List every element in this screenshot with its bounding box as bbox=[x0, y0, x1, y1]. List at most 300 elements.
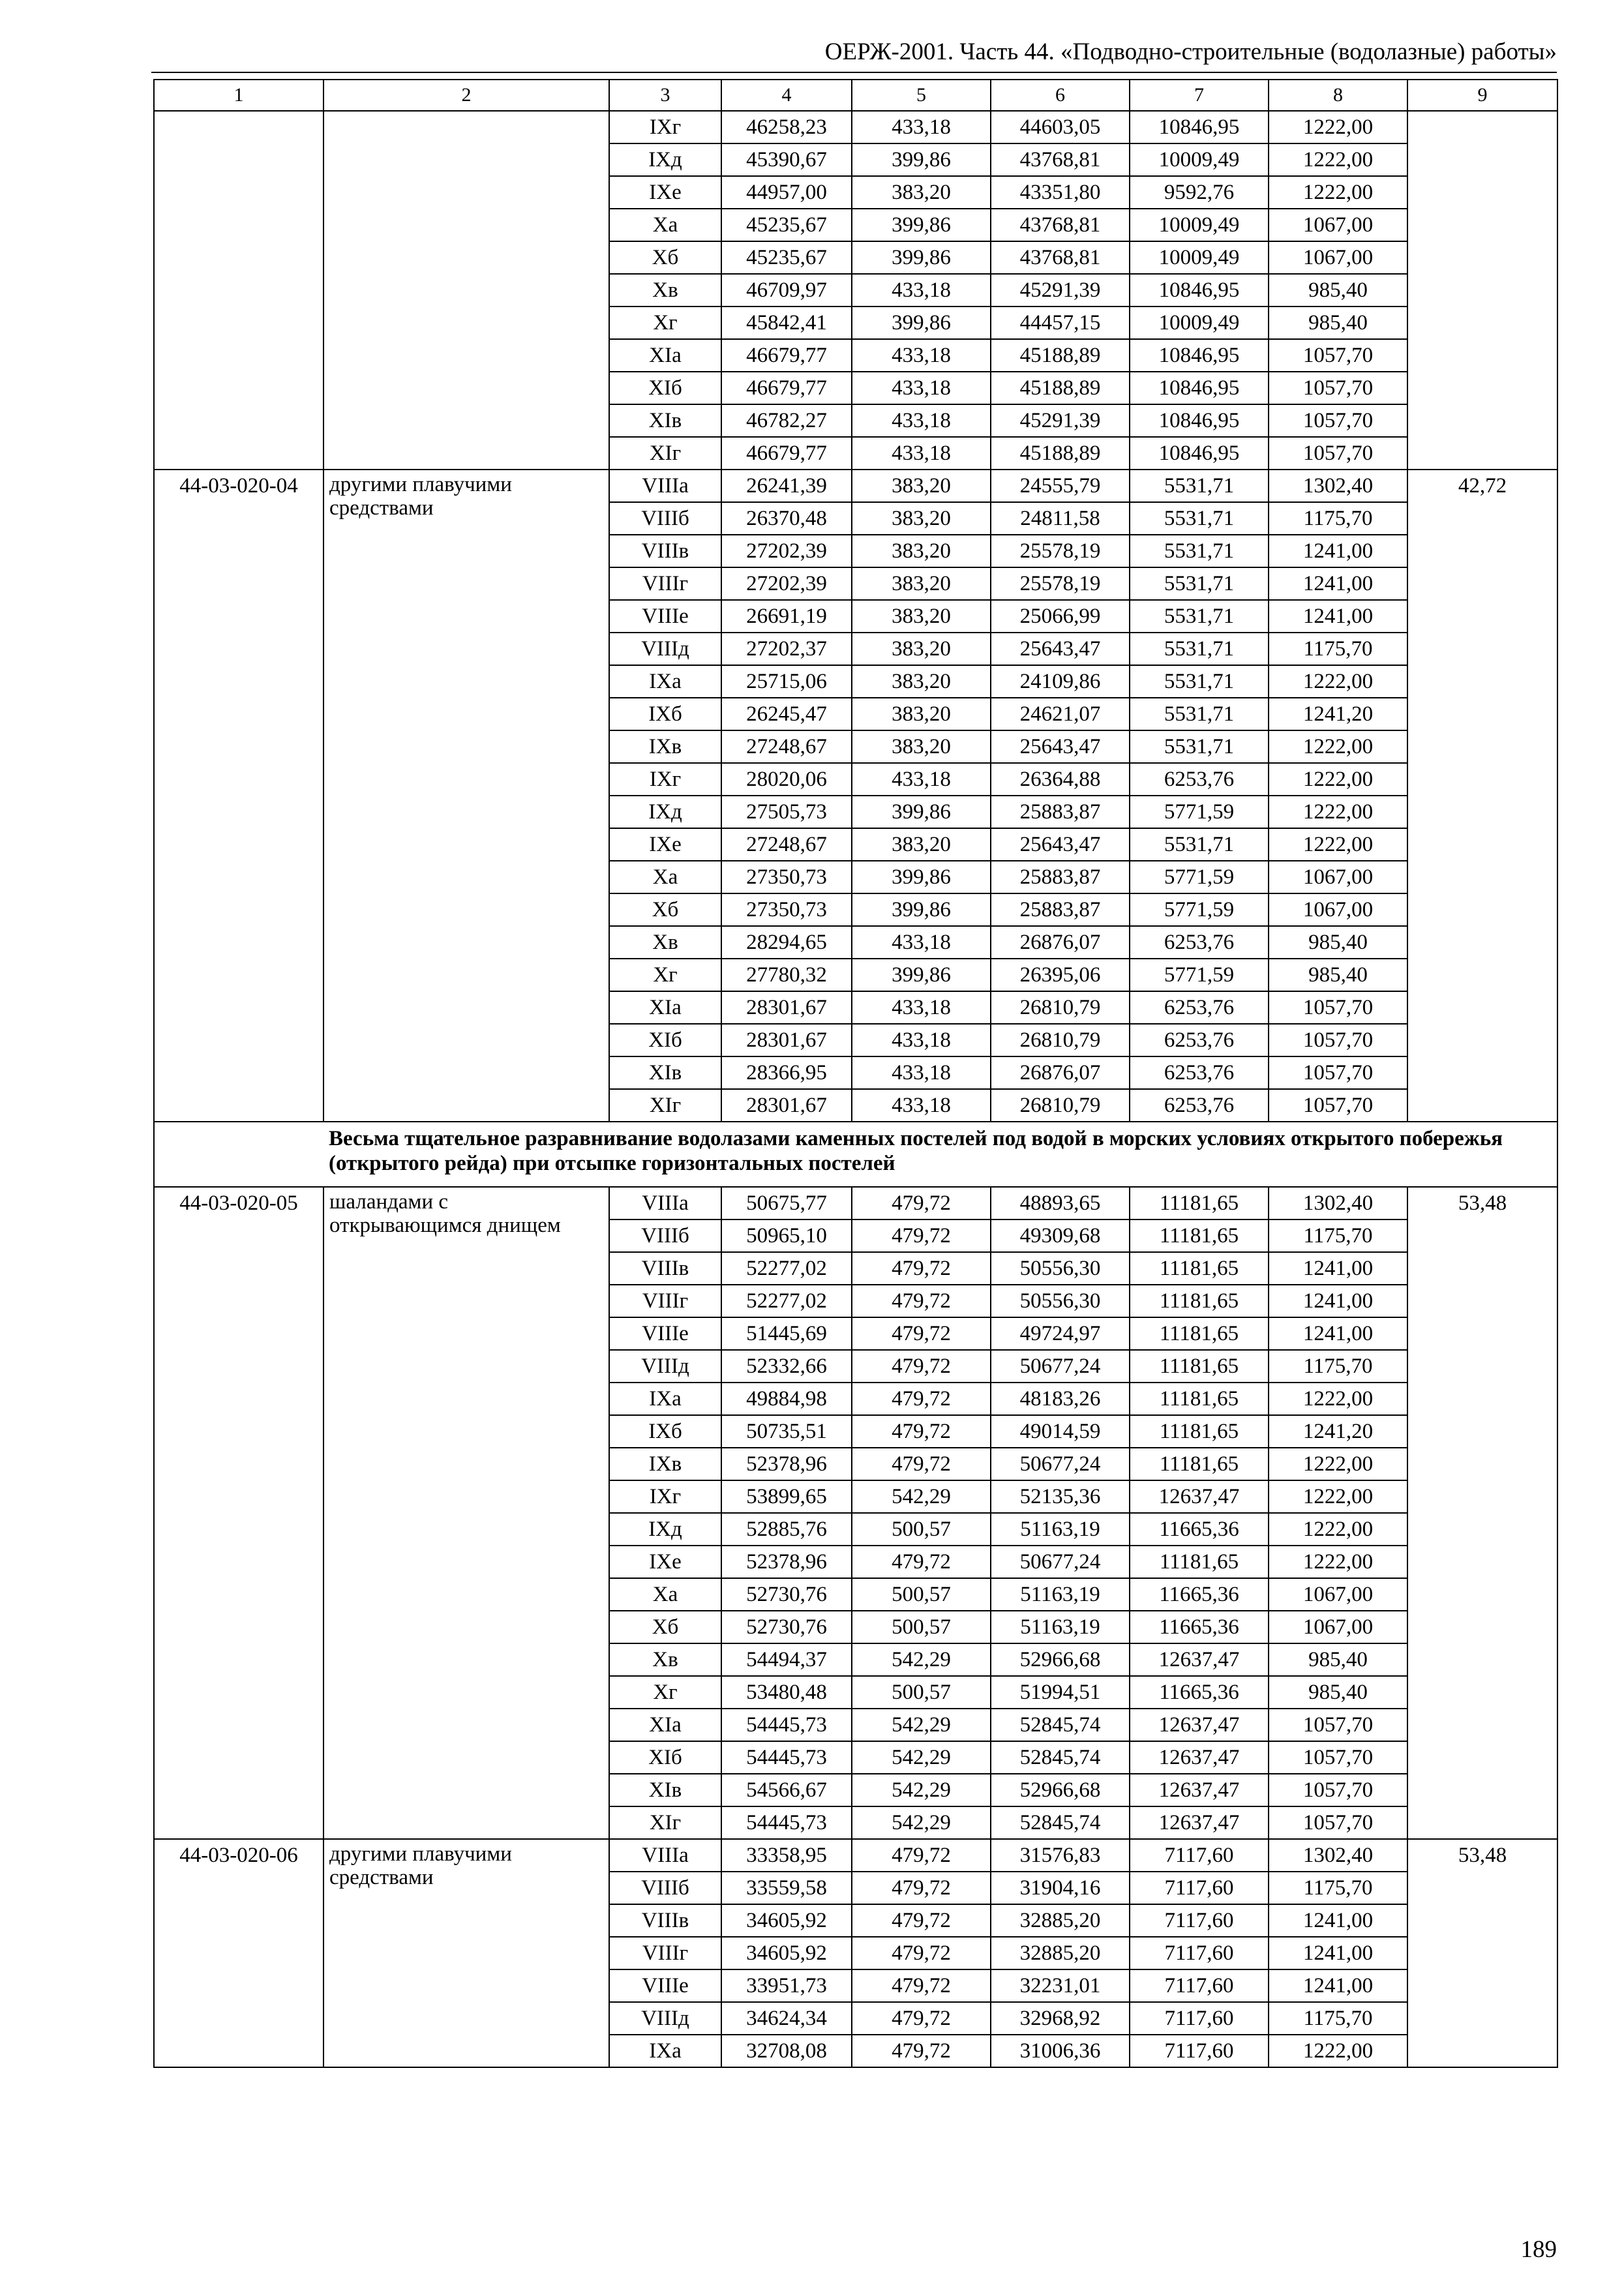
value-cell-col5: 479,72 bbox=[852, 1839, 991, 1872]
column-header-6: 6 bbox=[991, 80, 1130, 111]
value-cell-col7: 10846,95 bbox=[1130, 274, 1269, 307]
category-cell: VIIIд bbox=[609, 633, 721, 665]
value-cell-col8: 1222,00 bbox=[1269, 1480, 1407, 1513]
value-cell-col8: 1222,00 bbox=[1269, 2035, 1407, 2067]
value-cell-col5: 479,72 bbox=[852, 1187, 991, 1219]
category-cell: Xг bbox=[609, 307, 721, 339]
value-cell-col5: 399,86 bbox=[852, 861, 991, 893]
value-cell-col4: 27202,39 bbox=[721, 567, 852, 600]
category-cell: XIб bbox=[609, 1741, 721, 1774]
value-cell-col7: 5531,71 bbox=[1130, 567, 1269, 600]
value-cell-col8: 985,40 bbox=[1269, 926, 1407, 959]
value-cell-col5: 383,20 bbox=[852, 828, 991, 861]
value-cell-col4: 46679,77 bbox=[721, 372, 852, 404]
value-cell-col4: 33559,58 bbox=[721, 1872, 852, 1904]
column-header-3: 3 bbox=[609, 80, 721, 111]
value-cell-col5: 500,57 bbox=[852, 1611, 991, 1643]
table-body bbox=[154, 80, 1557, 2067]
value-cell-col5: 500,57 bbox=[852, 1513, 991, 1546]
value-cell-col8: 1241,00 bbox=[1269, 1317, 1407, 1350]
rate-code: 44-03-020-05 bbox=[154, 1187, 323, 1839]
value-cell-col7: 10846,95 bbox=[1130, 111, 1269, 143]
value-cell-col8: 1175,70 bbox=[1269, 1350, 1407, 1383]
value-cell-col7: 12637,47 bbox=[1130, 1709, 1269, 1741]
value-cell-col5: 542,29 bbox=[852, 1643, 991, 1676]
value-cell-col4: 54494,37 bbox=[721, 1643, 852, 1676]
value-cell-col7: 10846,95 bbox=[1130, 372, 1269, 404]
value-cell-col4: 27248,67 bbox=[721, 828, 852, 861]
value-cell-col8: 1302,40 bbox=[1269, 1839, 1407, 1872]
value-cell-col4: 53480,48 bbox=[721, 1676, 852, 1709]
value-cell-col4: 27202,37 bbox=[721, 633, 852, 665]
col9-value bbox=[1407, 111, 1557, 470]
value-cell-col7: 12637,47 bbox=[1130, 1643, 1269, 1676]
value-cell-col4: 45235,67 bbox=[721, 241, 852, 274]
value-cell-col6: 43768,81 bbox=[991, 143, 1130, 176]
value-cell-col5: 542,29 bbox=[852, 1741, 991, 1774]
value-cell-col8: 1222,00 bbox=[1269, 111, 1407, 143]
value-cell-col7: 11181,65 bbox=[1130, 1448, 1269, 1480]
value-cell-col4: 26370,48 bbox=[721, 502, 852, 535]
category-cell: IXб bbox=[609, 1415, 721, 1448]
value-cell-col4: 52378,96 bbox=[721, 1546, 852, 1578]
value-cell-col7: 12637,47 bbox=[1130, 1774, 1269, 1806]
value-cell-col6: 26364,88 bbox=[991, 763, 1130, 796]
value-cell-col8: 1241,20 bbox=[1269, 698, 1407, 730]
value-cell-col7: 11665,36 bbox=[1130, 1578, 1269, 1611]
page-number: 189 bbox=[1520, 2236, 1557, 2263]
category-cell: XIв bbox=[609, 404, 721, 437]
value-cell-col6: 24811,58 bbox=[991, 502, 1130, 535]
value-cell-col4: 49884,98 bbox=[721, 1383, 852, 1415]
col9-value: 42,72 bbox=[1407, 470, 1557, 1122]
column-header-7: 7 bbox=[1130, 80, 1269, 111]
column-header-2: 2 bbox=[323, 80, 609, 111]
value-cell-col8: 1241,00 bbox=[1269, 1969, 1407, 2002]
category-cell: VIIIв bbox=[609, 1252, 721, 1285]
value-cell-col4: 27350,73 bbox=[721, 893, 852, 926]
category-cell: VIIIд bbox=[609, 1350, 721, 1383]
value-cell-col8: 1222,00 bbox=[1269, 796, 1407, 828]
rate-name: шаландами с открывающимся днищем bbox=[323, 1187, 609, 1839]
category-cell: IXа bbox=[609, 2035, 721, 2067]
value-cell-col7: 5771,59 bbox=[1130, 893, 1269, 926]
category-cell: VIIIа bbox=[609, 1187, 721, 1219]
value-cell-col7: 5531,71 bbox=[1130, 730, 1269, 763]
value-cell-col5: 479,72 bbox=[852, 1415, 991, 1448]
value-cell-col4: 45842,41 bbox=[721, 307, 852, 339]
value-cell-col4: 26691,19 bbox=[721, 600, 852, 633]
value-cell-col5: 433,18 bbox=[852, 763, 991, 796]
value-cell-col8: 1067,00 bbox=[1269, 1611, 1407, 1643]
value-cell-col6: 50556,30 bbox=[991, 1252, 1130, 1285]
category-cell: Xа bbox=[609, 1578, 721, 1611]
value-cell-col5: 479,72 bbox=[852, 1904, 991, 1937]
category-cell: Xа bbox=[609, 861, 721, 893]
value-cell-col7: 10009,49 bbox=[1130, 307, 1269, 339]
value-cell-col8: 1222,00 bbox=[1269, 176, 1407, 209]
value-cell-col8: 1057,70 bbox=[1269, 1709, 1407, 1741]
value-cell-col4: 45390,67 bbox=[721, 143, 852, 176]
category-cell: IXе bbox=[609, 176, 721, 209]
value-cell-col6: 45188,89 bbox=[991, 339, 1130, 372]
value-cell-col5: 433,18 bbox=[852, 437, 991, 470]
value-cell-col7: 10846,95 bbox=[1130, 339, 1269, 372]
value-cell-col6: 45188,89 bbox=[991, 437, 1130, 470]
value-cell-col5: 479,72 bbox=[852, 1546, 991, 1578]
value-cell-col5: 479,72 bbox=[852, 1252, 991, 1285]
category-cell: XIа bbox=[609, 339, 721, 372]
value-cell-col6: 25578,19 bbox=[991, 535, 1130, 567]
value-cell-col7: 6253,76 bbox=[1130, 763, 1269, 796]
value-cell-col5: 479,72 bbox=[852, 2035, 991, 2067]
column-number-row bbox=[154, 80, 1557, 111]
value-cell-col6: 26395,06 bbox=[991, 959, 1130, 991]
rates-table bbox=[153, 79, 1558, 2068]
value-cell-col7: 5531,71 bbox=[1130, 600, 1269, 633]
value-cell-col8: 1057,70 bbox=[1269, 991, 1407, 1024]
category-cell: VIIIб bbox=[609, 1872, 721, 1904]
value-cell-col5: 399,86 bbox=[852, 241, 991, 274]
value-cell-col8: 1057,70 bbox=[1269, 1024, 1407, 1056]
category-cell: XIа bbox=[609, 991, 721, 1024]
category-cell: VIIIа bbox=[609, 1839, 721, 1872]
category-cell: VIIIд bbox=[609, 2002, 721, 2035]
value-cell-col5: 479,72 bbox=[852, 1383, 991, 1415]
category-cell: Xг bbox=[609, 959, 721, 991]
table-row bbox=[154, 470, 1557, 502]
value-cell-col8: 1222,00 bbox=[1269, 1513, 1407, 1546]
value-cell-col8: 985,40 bbox=[1269, 307, 1407, 339]
value-cell-col8: 1057,70 bbox=[1269, 1774, 1407, 1806]
value-cell-col8: 1057,70 bbox=[1269, 339, 1407, 372]
category-cell: Xв bbox=[609, 1643, 721, 1676]
value-cell-col5: 383,20 bbox=[852, 633, 991, 665]
value-cell-col4: 33358,95 bbox=[721, 1839, 852, 1872]
value-cell-col4: 28366,95 bbox=[721, 1056, 852, 1089]
value-cell-col6: 50677,24 bbox=[991, 1448, 1130, 1480]
value-cell-col7: 11181,65 bbox=[1130, 1546, 1269, 1578]
value-cell-col4: 53899,65 bbox=[721, 1480, 852, 1513]
value-cell-col7: 10009,49 bbox=[1130, 241, 1269, 274]
value-cell-col4: 26245,47 bbox=[721, 698, 852, 730]
category-cell: XIг bbox=[609, 1089, 721, 1122]
column-header-4: 4 bbox=[721, 80, 852, 111]
value-cell-col6: 49014,59 bbox=[991, 1415, 1130, 1448]
value-cell-col5: 383,20 bbox=[852, 665, 991, 698]
category-cell: VIIIв bbox=[609, 1904, 721, 1937]
value-cell-col5: 433,18 bbox=[852, 404, 991, 437]
header-rule bbox=[151, 72, 1557, 73]
value-cell-col8: 1175,70 bbox=[1269, 633, 1407, 665]
category-cell: IXа bbox=[609, 1383, 721, 1415]
value-cell-col4: 27248,67 bbox=[721, 730, 852, 763]
section-heading: Весьма тщательное разравнивание водолазами каменных постелей под водой в морских условиях открытого побережья (открытого рейда) при отсыпке горизонтальных постелей bbox=[323, 1122, 1557, 1187]
value-cell-col8: 1241,00 bbox=[1269, 1252, 1407, 1285]
value-cell-col7: 5531,71 bbox=[1130, 502, 1269, 535]
value-cell-col6: 31576,83 bbox=[991, 1839, 1130, 1872]
category-cell: IXе bbox=[609, 1546, 721, 1578]
value-cell-col4: 32708,08 bbox=[721, 2035, 852, 2067]
value-cell-col7: 12637,47 bbox=[1130, 1806, 1269, 1839]
value-cell-col5: 542,29 bbox=[852, 1774, 991, 1806]
value-cell-col6: 50556,30 bbox=[991, 1285, 1130, 1317]
category-cell: VIIIе bbox=[609, 1317, 721, 1350]
category-cell: Xа bbox=[609, 209, 721, 241]
category-cell: Xб bbox=[609, 1611, 721, 1643]
rate-code: 44-03-020-04 bbox=[154, 470, 323, 1122]
value-cell-col7: 6253,76 bbox=[1130, 926, 1269, 959]
value-cell-col7: 11665,36 bbox=[1130, 1611, 1269, 1643]
category-cell: Xб bbox=[609, 241, 721, 274]
value-cell-col4: 26241,39 bbox=[721, 470, 852, 502]
category-cell: VIIIа bbox=[609, 470, 721, 502]
value-cell-col4: 51445,69 bbox=[721, 1317, 852, 1350]
value-cell-col7: 5531,71 bbox=[1130, 633, 1269, 665]
column-header-1: 1 bbox=[154, 80, 323, 111]
value-cell-col4: 28301,67 bbox=[721, 991, 852, 1024]
value-cell-col8: 1067,00 bbox=[1269, 209, 1407, 241]
value-cell-col5: 383,20 bbox=[852, 730, 991, 763]
value-cell-col4: 52378,96 bbox=[721, 1448, 852, 1480]
section-heading-row bbox=[154, 1122, 1557, 1187]
value-cell-col4: 46258,23 bbox=[721, 111, 852, 143]
value-cell-col5: 542,29 bbox=[852, 1709, 991, 1741]
value-cell-col8: 1222,00 bbox=[1269, 143, 1407, 176]
value-cell-col6: 52135,36 bbox=[991, 1480, 1130, 1513]
value-cell-col7: 7117,60 bbox=[1130, 1872, 1269, 1904]
value-cell-col7: 7117,60 bbox=[1130, 1969, 1269, 2002]
value-cell-col7: 11181,65 bbox=[1130, 1285, 1269, 1317]
category-cell: IXб bbox=[609, 698, 721, 730]
value-cell-col8: 1222,00 bbox=[1269, 1546, 1407, 1578]
value-cell-col4: 27202,39 bbox=[721, 535, 852, 567]
value-cell-col4: 54445,73 bbox=[721, 1709, 852, 1741]
value-cell-col5: 479,72 bbox=[852, 1872, 991, 1904]
value-cell-col8: 1222,00 bbox=[1269, 665, 1407, 698]
value-cell-col5: 399,86 bbox=[852, 307, 991, 339]
category-cell: XIб bbox=[609, 1024, 721, 1056]
value-cell-col4: 46679,77 bbox=[721, 339, 852, 372]
value-cell-col7: 5771,59 bbox=[1130, 959, 1269, 991]
value-cell-col7: 5531,71 bbox=[1130, 665, 1269, 698]
value-cell-col5: 479,72 bbox=[852, 1219, 991, 1252]
value-cell-col7: 7117,60 bbox=[1130, 1904, 1269, 1937]
value-cell-col5: 479,72 bbox=[852, 1969, 991, 2002]
table-row bbox=[154, 111, 1557, 143]
category-cell: IXг bbox=[609, 1480, 721, 1513]
value-cell-col4: 27505,73 bbox=[721, 796, 852, 828]
value-cell-col8: 985,40 bbox=[1269, 1643, 1407, 1676]
value-cell-col7: 12637,47 bbox=[1130, 1741, 1269, 1774]
table-row bbox=[154, 1839, 1557, 1872]
table-row bbox=[154, 1187, 1557, 1219]
value-cell-col4: 45235,67 bbox=[721, 209, 852, 241]
value-cell-col8: 1057,70 bbox=[1269, 1806, 1407, 1839]
value-cell-col5: 433,18 bbox=[852, 372, 991, 404]
column-header-9: 9 bbox=[1407, 80, 1557, 111]
value-cell-col4: 50965,10 bbox=[721, 1219, 852, 1252]
value-cell-col8: 1067,00 bbox=[1269, 893, 1407, 926]
value-cell-col6: 25883,87 bbox=[991, 893, 1130, 926]
value-cell-col6: 26876,07 bbox=[991, 926, 1130, 959]
category-cell: VIIIе bbox=[609, 600, 721, 633]
value-cell-col6: 50677,24 bbox=[991, 1350, 1130, 1383]
value-cell-col6: 50677,24 bbox=[991, 1546, 1130, 1578]
value-cell-col7: 11665,36 bbox=[1130, 1513, 1269, 1546]
category-cell: XIв bbox=[609, 1056, 721, 1089]
value-cell-col4: 46679,77 bbox=[721, 437, 852, 470]
value-cell-col7: 7117,60 bbox=[1130, 2002, 1269, 2035]
value-cell-col4: 34605,92 bbox=[721, 1937, 852, 1969]
col9-value: 53,48 bbox=[1407, 1839, 1557, 2067]
category-cell: IXг bbox=[609, 763, 721, 796]
value-cell-col5: 399,86 bbox=[852, 796, 991, 828]
value-cell-col8: 1222,00 bbox=[1269, 828, 1407, 861]
value-cell-col6: 32885,20 bbox=[991, 1937, 1130, 1969]
value-cell-col6: 31006,36 bbox=[991, 2035, 1130, 2067]
value-cell-col4: 28301,67 bbox=[721, 1024, 852, 1056]
value-cell-col4: 28020,06 bbox=[721, 763, 852, 796]
category-cell: VIIIе bbox=[609, 1969, 721, 2002]
value-cell-col5: 399,86 bbox=[852, 959, 991, 991]
value-cell-col4: 46709,97 bbox=[721, 274, 852, 307]
category-cell: IXд bbox=[609, 143, 721, 176]
value-cell-col5: 433,18 bbox=[852, 1089, 991, 1122]
value-cell-col8: 985,40 bbox=[1269, 274, 1407, 307]
value-cell-col7: 5531,71 bbox=[1130, 698, 1269, 730]
value-cell-col6: 32968,92 bbox=[991, 2002, 1130, 2035]
category-cell: VIIIв bbox=[609, 535, 721, 567]
value-cell-col5: 479,72 bbox=[852, 1937, 991, 1969]
value-cell-col5: 433,18 bbox=[852, 926, 991, 959]
value-cell-col6: 24555,79 bbox=[991, 470, 1130, 502]
value-cell-col6: 26810,79 bbox=[991, 991, 1130, 1024]
page-header: ОЕРЖ-2001. Часть 44. «Подводно-строительные (водолазные) работы» bbox=[824, 38, 1557, 65]
category-cell: IXг bbox=[609, 111, 721, 143]
column-header-5: 5 bbox=[852, 80, 991, 111]
value-cell-col8: 1241,20 bbox=[1269, 1415, 1407, 1448]
value-cell-col6: 52845,74 bbox=[991, 1741, 1130, 1774]
value-cell-col8: 1175,70 bbox=[1269, 1219, 1407, 1252]
value-cell-col5: 383,20 bbox=[852, 502, 991, 535]
value-cell-col6: 51163,19 bbox=[991, 1611, 1130, 1643]
value-cell-col6: 49309,68 bbox=[991, 1219, 1130, 1252]
value-cell-col5: 399,86 bbox=[852, 143, 991, 176]
value-cell-col5: 383,20 bbox=[852, 176, 991, 209]
value-cell-col5: 500,57 bbox=[852, 1578, 991, 1611]
value-cell-col7: 12637,47 bbox=[1130, 1480, 1269, 1513]
value-cell-col5: 433,18 bbox=[852, 1056, 991, 1089]
value-cell-col4: 44957,00 bbox=[721, 176, 852, 209]
value-cell-col7: 11181,65 bbox=[1130, 1187, 1269, 1219]
value-cell-col4: 54445,73 bbox=[721, 1806, 852, 1839]
value-cell-col6: 43351,80 bbox=[991, 176, 1130, 209]
value-cell-col5: 433,18 bbox=[852, 111, 991, 143]
value-cell-col6: 25883,87 bbox=[991, 861, 1130, 893]
value-cell-col7: 11181,65 bbox=[1130, 1350, 1269, 1383]
value-cell-col7: 10009,49 bbox=[1130, 143, 1269, 176]
value-cell-col6: 44603,05 bbox=[991, 111, 1130, 143]
value-cell-col8: 1067,00 bbox=[1269, 1578, 1407, 1611]
column-header-8: 8 bbox=[1269, 80, 1407, 111]
value-cell-col7: 6253,76 bbox=[1130, 991, 1269, 1024]
value-cell-col5: 383,20 bbox=[852, 535, 991, 567]
value-cell-col8: 1175,70 bbox=[1269, 1872, 1407, 1904]
value-cell-col4: 52332,66 bbox=[721, 1350, 852, 1383]
value-cell-col6: 51994,51 bbox=[991, 1676, 1130, 1709]
value-cell-col7: 5771,59 bbox=[1130, 796, 1269, 828]
category-cell: VIIIб bbox=[609, 1219, 721, 1252]
value-cell-col7: 6253,76 bbox=[1130, 1024, 1269, 1056]
value-cell-col7: 11181,65 bbox=[1130, 1252, 1269, 1285]
value-cell-col8: 1222,00 bbox=[1269, 1448, 1407, 1480]
value-cell-col4: 50735,51 bbox=[721, 1415, 852, 1448]
value-cell-col6: 31904,16 bbox=[991, 1872, 1130, 1904]
value-cell-col6: 25066,99 bbox=[991, 600, 1130, 633]
value-cell-col4: 52885,76 bbox=[721, 1513, 852, 1546]
value-cell-col5: 542,29 bbox=[852, 1806, 991, 1839]
value-cell-col7: 10009,49 bbox=[1130, 209, 1269, 241]
value-cell-col5: 433,18 bbox=[852, 1024, 991, 1056]
value-cell-col6: 25883,87 bbox=[991, 796, 1130, 828]
value-cell-col5: 479,72 bbox=[852, 1448, 991, 1480]
value-cell-col7: 10846,95 bbox=[1130, 404, 1269, 437]
value-cell-col6: 26810,79 bbox=[991, 1089, 1130, 1122]
value-cell-col5: 383,20 bbox=[852, 470, 991, 502]
value-cell-col8: 1241,00 bbox=[1269, 1937, 1407, 1969]
value-cell-col4: 52277,02 bbox=[721, 1285, 852, 1317]
value-cell-col6: 26876,07 bbox=[991, 1056, 1130, 1089]
value-cell-col7: 5531,71 bbox=[1130, 535, 1269, 567]
category-cell: XIв bbox=[609, 1774, 721, 1806]
value-cell-col4: 52730,76 bbox=[721, 1578, 852, 1611]
value-cell-col5: 383,20 bbox=[852, 567, 991, 600]
value-cell-col6: 52845,74 bbox=[991, 1709, 1130, 1741]
category-cell: Xв bbox=[609, 926, 721, 959]
value-cell-col4: 28301,67 bbox=[721, 1089, 852, 1122]
value-cell-col6: 25578,19 bbox=[991, 567, 1130, 600]
value-cell-col4: 28294,65 bbox=[721, 926, 852, 959]
value-cell-col8: 1175,70 bbox=[1269, 502, 1407, 535]
value-cell-col8: 1222,00 bbox=[1269, 1383, 1407, 1415]
value-cell-col5: 383,20 bbox=[852, 600, 991, 633]
value-cell-col5: 479,72 bbox=[852, 1350, 991, 1383]
value-cell-col8: 1241,00 bbox=[1269, 567, 1407, 600]
value-cell-col6: 52966,68 bbox=[991, 1643, 1130, 1676]
value-cell-col4: 52277,02 bbox=[721, 1252, 852, 1285]
value-cell-col7: 11181,65 bbox=[1130, 1317, 1269, 1350]
value-cell-col8: 1175,70 bbox=[1269, 2002, 1407, 2035]
value-cell-col5: 479,72 bbox=[852, 1285, 991, 1317]
value-cell-col5: 433,18 bbox=[852, 274, 991, 307]
value-cell-col6: 51163,19 bbox=[991, 1578, 1130, 1611]
value-cell-col5: 500,57 bbox=[852, 1676, 991, 1709]
category-cell: Xб bbox=[609, 893, 721, 926]
rate-name: другими плавучими средствами bbox=[323, 1839, 609, 2067]
value-cell-col6: 49724,97 bbox=[991, 1317, 1130, 1350]
value-cell-col4: 27350,73 bbox=[721, 861, 852, 893]
category-cell: IXд bbox=[609, 1513, 721, 1546]
category-cell: XIа bbox=[609, 1709, 721, 1741]
value-cell-col5: 479,72 bbox=[852, 1317, 991, 1350]
value-cell-col8: 1057,70 bbox=[1269, 1089, 1407, 1122]
category-cell: IXе bbox=[609, 828, 721, 861]
value-cell-col4: 25715,06 bbox=[721, 665, 852, 698]
value-cell-col7: 7117,60 bbox=[1130, 1839, 1269, 1872]
value-cell-col8: 1067,00 bbox=[1269, 241, 1407, 274]
category-cell: VIIIг bbox=[609, 567, 721, 600]
